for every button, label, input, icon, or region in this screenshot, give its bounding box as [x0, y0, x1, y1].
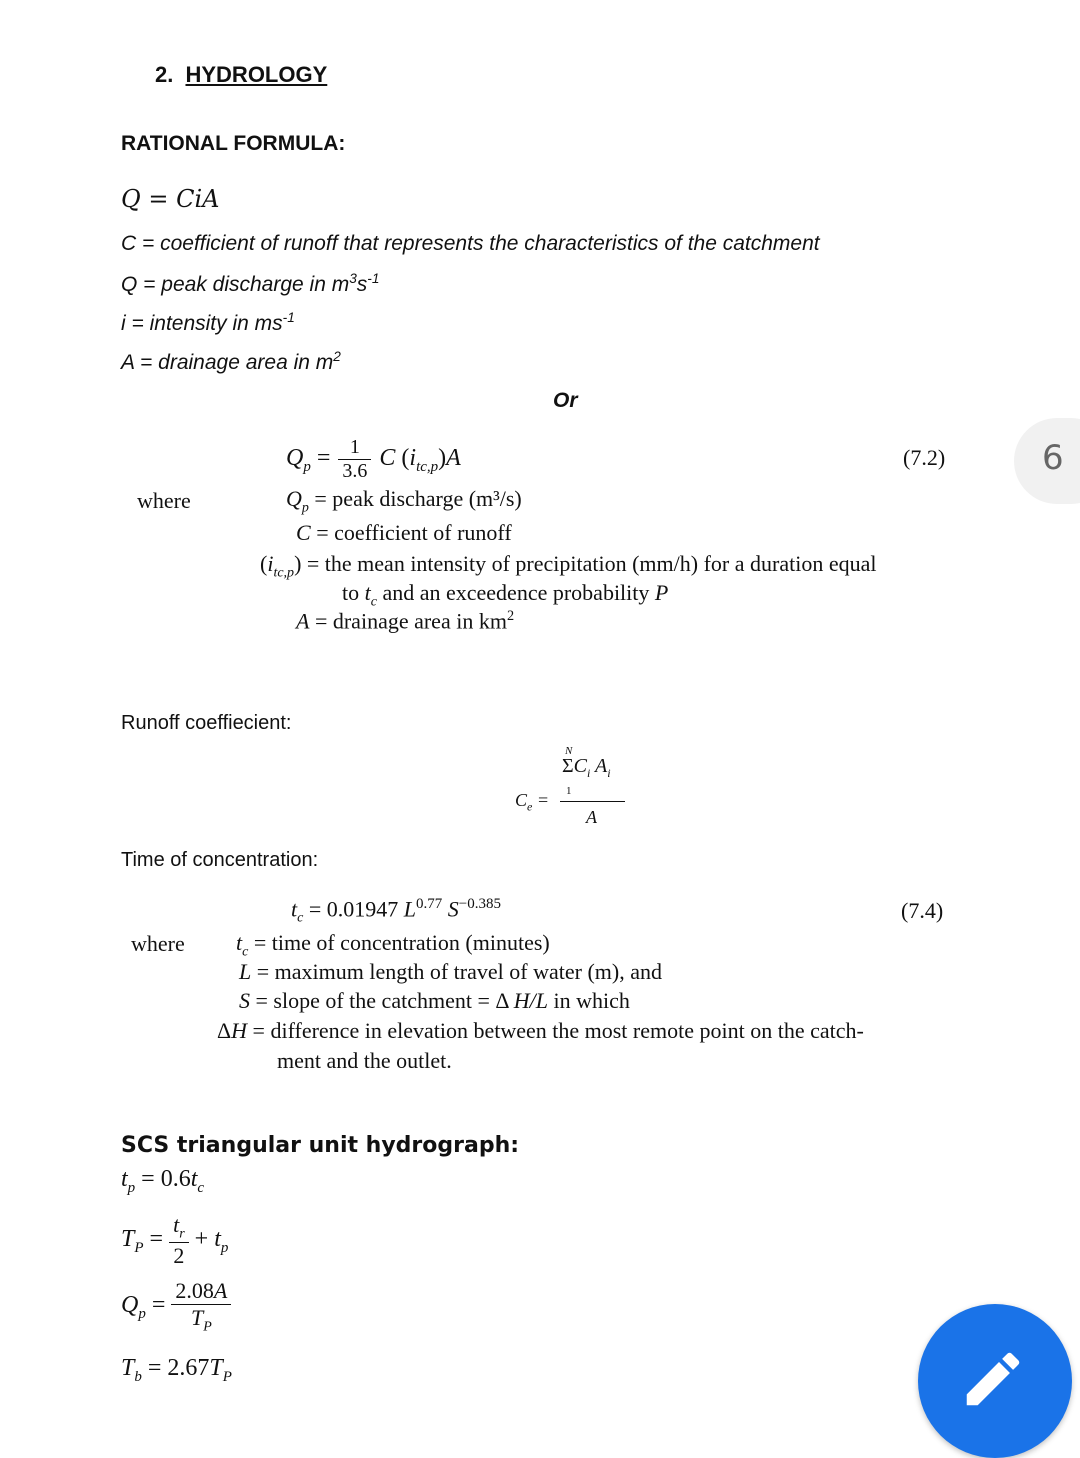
equation-7-2: $Q_p$ = $\frac{1}{3.6}$ C $(i_{tc,p})A$ — [286, 436, 461, 482]
scs-eq-tpeak: $T_P$ = $\frac{t_r}{2}$ + $t_p$ — [121, 1212, 229, 1269]
def-72-i: $(i_{tc,p})$ = the mean intensity of precipitation (mm/h) for a duration equal — [260, 551, 877, 581]
scs-eq-tb: $T_b = 2.67T_P$ — [121, 1355, 232, 1385]
where-label-7-4: where — [131, 931, 185, 956]
def-72-i-cont: to $t_c$ and an exceedence probability P — [342, 580, 669, 610]
def-72-a: A = drainage area in $km^2$ — [296, 608, 515, 634]
def-72-qp: $Q_p$ = peak discharge (m³/s) — [286, 486, 522, 516]
def-i: i = intensity in $ms^{-1}$ — [121, 310, 295, 335]
or-label: Or — [553, 389, 578, 412]
def-74-dh-cont: ment and the outlet. — [277, 1048, 452, 1073]
runoff-coefficient-equation: $C_e$ = N $\Sigma C_i$ $A_i$ 1 A — [515, 745, 635, 835]
scs-eq-qp: $Q_p$ = $\frac{2.08A}{T_P}$ — [121, 1278, 231, 1335]
def-74-dh: ΔH = difference in elevation between the most remote point on the catch- — [217, 1018, 864, 1043]
equation-number-7-4: (7.4) — [901, 898, 944, 923]
pencil-icon — [958, 1344, 1028, 1414]
edit-button[interactable] — [918, 1304, 1072, 1458]
rational-formula-equation: Q = CiA — [121, 185, 220, 213]
time-of-concentration-title: Time of concentration: — [121, 849, 319, 871]
def-q: Q = peak discharge in $m^3s^{-1}$ — [121, 271, 380, 296]
equation-number-7-2: (7.2) — [903, 445, 946, 470]
page-number: 6 — [1042, 438, 1064, 478]
def-74-l: L = maximum length of travel of water (m), and — [239, 959, 662, 984]
section-number: 2. — [155, 62, 174, 87]
def-74-tc: $t_c$ = time of concentration (minutes) — [236, 930, 550, 960]
where-label-7-2: where — [137, 488, 191, 513]
page-indicator-tab[interactable] — [1014, 418, 1080, 504]
section-heading — [155, 62, 327, 88]
def-74-s: S = slope of the catchment = Δ H/L in which — [239, 988, 630, 1013]
def-72-c: C = coefficient of runoff — [296, 520, 512, 545]
equation-7-4: $t_c = 0.01947$ $L^{0.77}$ $S^{-0.385}$ — [291, 896, 501, 926]
scs-title: SCS triangular unit hydrograph: — [121, 1133, 520, 1158]
def-c: C = coefficient of runoff that represents the characteristics of the catchment — [121, 232, 820, 255]
runoff-coefficient-title: Runoff coeffiecient: — [121, 712, 292, 734]
def-a: A = drainage area in $m^2$ — [121, 349, 341, 374]
section-title: HYDROLOGY — [185, 62, 328, 87]
rational-formula-title: RATIONAL FORMULA: — [121, 132, 346, 155]
scs-eq-tp: $t_p = 0.6t_c$ — [121, 1166, 205, 1196]
